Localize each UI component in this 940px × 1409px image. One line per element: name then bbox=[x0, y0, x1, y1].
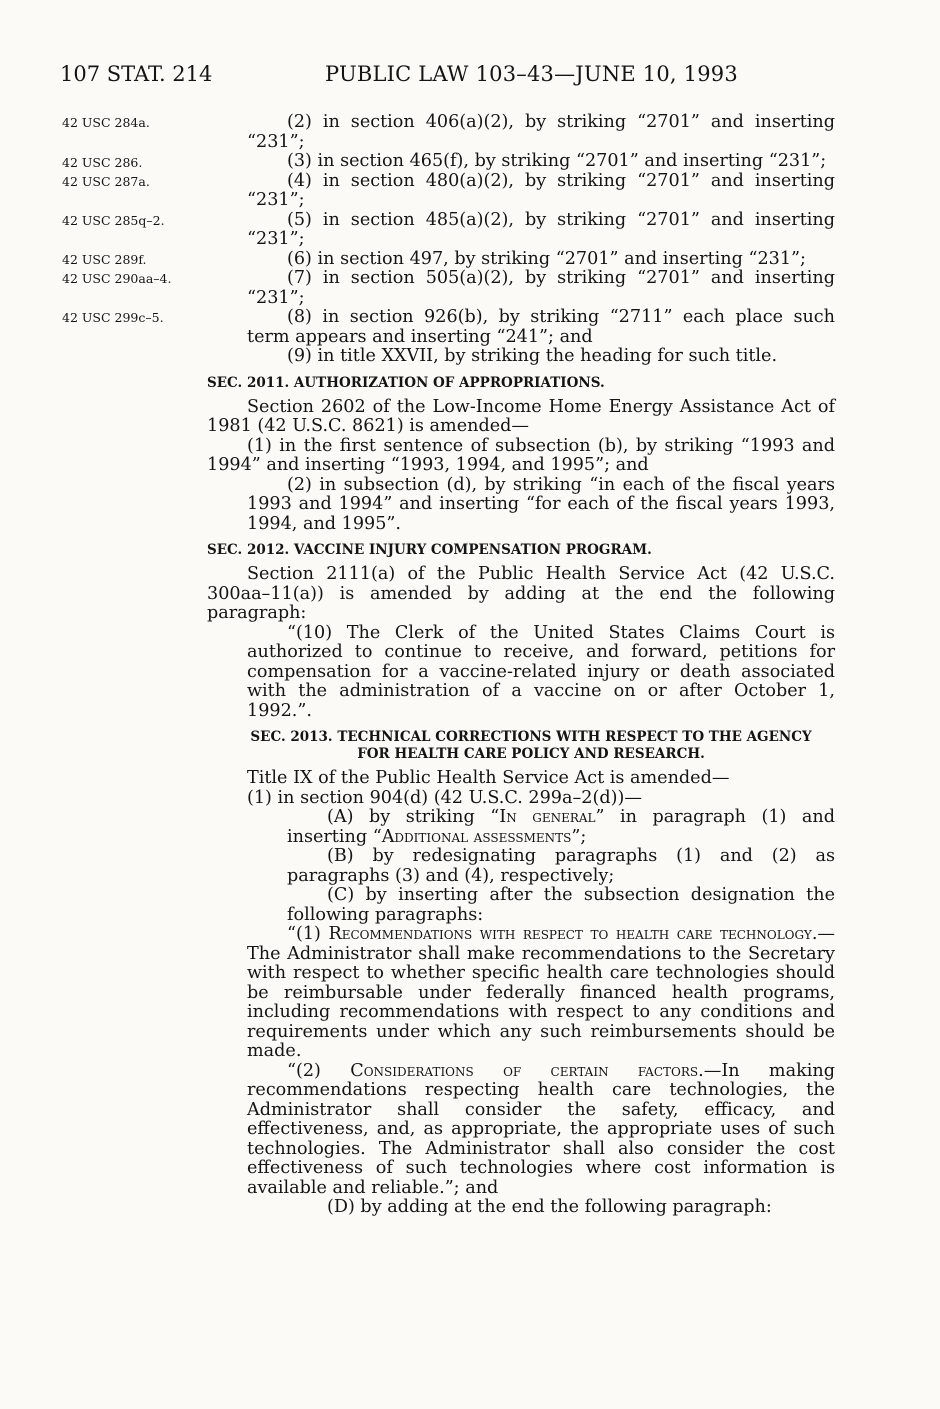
section-heading-line: FOR HEALTH CARE POLICY AND RESEARCH. bbox=[357, 746, 705, 762]
list-item bbox=[207, 808, 835, 847]
document-body bbox=[207, 113, 835, 1218]
stat-page-number: 107 STAT. 214 bbox=[60, 62, 213, 86]
margin-note: 42 USC 299c–5. bbox=[62, 310, 164, 325]
section-heading: SEC. 2011. AUTHORIZATION OF APPROPRIATIONS. bbox=[207, 374, 605, 391]
section-heading-line: SEC. 2013. TECHNICAL CORRECTIONS WITH RESPECT TO THE AGENCY bbox=[250, 729, 812, 745]
list-item: (2) in section 406(a)(2), by striking “2701” and inserting “231”; bbox=[247, 112, 835, 152]
list-item: (C) by inserting after the subsection designation the following paragraphs: bbox=[287, 885, 835, 925]
quoted-paragraph: “(10) The Clerk of the United States Claims Court is authorized to continue to receive, and forward, petitions for compensation for a vaccine-related injury or death associated with the administration of a vaccine on or after October 1, 1992.”. bbox=[247, 622, 835, 721]
list-item: (B) by redesignating paragraphs (1) and (2) as paragraphs (3) and (4), respectively; bbox=[287, 846, 835, 886]
paragraph-heading: Recommendations with respect to health care technology bbox=[328, 924, 812, 944]
page-title: PUBLIC LAW 103–43—JUNE 10, 1993 bbox=[325, 62, 738, 86]
margin-note: 42 USC 287a. bbox=[62, 174, 150, 189]
paragraph-text: .—The Administrator shall make recommendations to the Secretary with respect to whether specific health care technologies should be reimbursable under federally financed health programs, including recommendations with respect to any conditions and requirements under which any such reimbursements should be made. bbox=[247, 924, 835, 1061]
list-item: (5) in section 485(a)(2), by striking “2701” and inserting “231”; bbox=[247, 209, 835, 249]
quoted-paragraph bbox=[207, 1062, 835, 1199]
list-item: (7) in section 505(a)(2), by striking “2701” and inserting “231”; bbox=[247, 268, 835, 308]
margin-note: 42 USC 290aa–4. bbox=[62, 271, 172, 286]
list-item: (9) in title XXVII, by striking the heading for such title. bbox=[287, 346, 778, 366]
section-intro: Title IX of the Public Health Service Act is amended— bbox=[247, 768, 730, 788]
section-intro: Section 2602 of the Low-Income Home Energy Assistance Act of 1981 (42 U.S.C. 8621) is amended— bbox=[207, 396, 835, 436]
list-item: (1) in section 904(d) (42 U.S.C. 299a–2(d))— bbox=[247, 787, 642, 808]
margin-note: 42 USC 289f. bbox=[62, 252, 147, 267]
list-item-text: ”; bbox=[571, 826, 587, 847]
list-item bbox=[207, 437, 835, 476]
paragraph-number: “(2) bbox=[287, 1060, 351, 1081]
section-heading: SEC. 2012. VACCINE INJURY COMPENSATION PROGRAM. bbox=[207, 542, 652, 558]
margin-note: 42 USC 284a. bbox=[62, 115, 150, 130]
quoted-paragraph bbox=[207, 925, 835, 1062]
list-item: (2) in subsection (d), by striking “in each of the fiscal years 1993 and 1994” and inserting “for each of the fiscal years 1993, 1994, and 1995”. bbox=[247, 474, 835, 534]
list-item: (8) in section 926(b), by striking “2711” each place such term appears and inserting “241”; and bbox=[247, 307, 835, 347]
section-heading bbox=[207, 729, 835, 763]
list-item: (6) in section 497, by striking “2701” and inserting “231”; bbox=[287, 248, 806, 269]
small-caps-term: Additional assessments bbox=[381, 826, 572, 847]
paragraph-text: .—In making recommendations respecting health care technologies, the Administrator shall consider the safety, efficacy, and effectiveness, and, as appropriate, the appropriate uses of such technologies. The Administrator shall also consider the cost effectiveness of such technologies where cost information is available and reliable.”; and bbox=[247, 1060, 835, 1198]
margin-note: 42 USC 285q–2. bbox=[62, 213, 165, 228]
list-item: (3) in section 465(f), by striking “2701” and inserting “231”; bbox=[287, 151, 827, 171]
section-intro: Section 2111(a) of the Public Health Service Act (42 U.S.C. 300aa–11(a)) is amended by adding at the end the following paragraph: bbox=[207, 564, 835, 623]
list-item-text: (A) by striking “ bbox=[327, 807, 500, 827]
list-item-text: (1) in the first sentence of subsection (b), by striking “1993 and 1994” and inserting “1993, 1994, and 1995”; and bbox=[207, 435, 835, 475]
margin-note: 42 USC 286. bbox=[62, 155, 143, 170]
list-item: (D) by adding at the end the following paragraph: bbox=[327, 1197, 772, 1217]
small-caps-term: In general bbox=[499, 807, 596, 827]
list-item-text: ” in paragraph (1) and inserting “ bbox=[287, 807, 835, 847]
paragraph-number: “(1) bbox=[287, 924, 329, 944]
paragraph-heading: Considerations of certain factors bbox=[350, 1060, 699, 1081]
list-item: (4) in section 480(a)(2), by striking “2701” and inserting “231”; bbox=[247, 170, 835, 210]
